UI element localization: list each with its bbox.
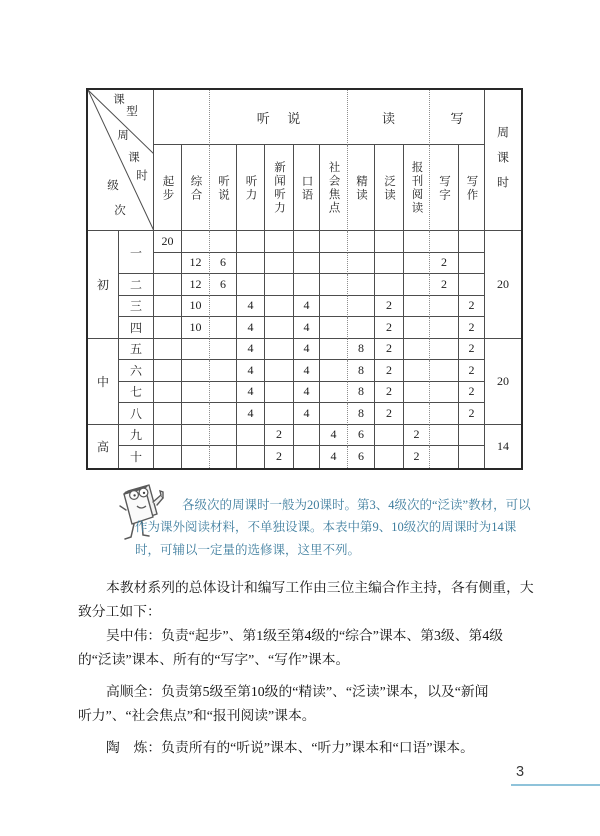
hours-cell (404, 253, 430, 275)
group-header-2 (348, 90, 430, 145)
hours-cell (237, 231, 265, 253)
hours-cell (237, 253, 265, 275)
hours-cell: 2 (404, 446, 430, 468)
hours-cell (375, 231, 404, 253)
hours-cell (154, 403, 182, 425)
note-line: 作为课外阅读材料，不单独设课。本表中第9、10级次的周课时为14课 (135, 520, 517, 535)
paragraph-line: 本教材系列的总体设计和编写工作由三位主编合作主持，各有侧重，大 (106, 580, 534, 595)
hours-cell: 6 (210, 274, 237, 296)
corner-header-cell (88, 90, 154, 231)
hours-cell (210, 403, 237, 425)
paragraph-line: 致分工如下： (78, 604, 161, 619)
paragraph (78, 736, 530, 760)
column-header-label: 听力 (244, 174, 257, 202)
hours-cell: 2 (459, 317, 485, 339)
hours-cell: 8 (348, 382, 375, 404)
hours-cell (182, 231, 210, 253)
hours-cell (294, 446, 320, 468)
hours-cell (375, 253, 404, 275)
hours-cell: 2 (375, 360, 404, 382)
hours-cell (210, 231, 237, 253)
page-number: 3 (515, 764, 525, 780)
level-cell: 中 (88, 339, 119, 425)
hours-cell (237, 425, 265, 447)
hours-cell: 4 (294, 403, 320, 425)
weekly-hours-header-label: 周课时 (495, 125, 510, 201)
hours-cell: 2 (430, 253, 459, 275)
column-header-label: 泛读 (383, 174, 396, 202)
footer-rule (511, 784, 600, 786)
hours-cell (154, 425, 182, 447)
hours-cell (404, 339, 430, 361)
hours-cell (182, 446, 210, 468)
hours-cell (430, 231, 459, 253)
weekly-hours-header (485, 90, 521, 231)
column-header-10 (430, 145, 459, 231)
hours-cell (210, 382, 237, 404)
paragraph-line: 吴中伟：负责“起步”、第1级至第4级的“综合”课本、第3级、第4级 (106, 628, 504, 643)
hours-cell (210, 360, 237, 382)
hours-cell: 6 (210, 253, 237, 275)
column-header-label: 写字 (438, 174, 451, 202)
hours-cell: 2 (375, 339, 404, 361)
paragraph (78, 624, 530, 672)
hours-cell (294, 231, 320, 253)
hours-cell (459, 274, 485, 296)
hours-cell (265, 253, 294, 275)
hours-cell: 2 (459, 403, 485, 425)
hours-cell (154, 360, 182, 382)
corner-label-course-type: 课 (113, 94, 125, 106)
hours-cell (375, 274, 404, 296)
hours-cell (430, 360, 459, 382)
column-header-label: 听说 (217, 174, 229, 202)
hours-cell: 2 (265, 446, 294, 468)
hours-cell: 6 (348, 425, 375, 447)
hours-cell (459, 253, 485, 275)
hours-cell (404, 382, 430, 404)
hours-cell (459, 425, 485, 447)
column-header-label: 口语 (300, 174, 313, 202)
hours-cell (320, 382, 348, 404)
hours-cell: 12 (182, 253, 210, 275)
hours-cell (154, 339, 182, 361)
group-header-3 (430, 90, 485, 145)
column-header-label: 新闻听力 (273, 161, 285, 215)
hours-cell (182, 425, 210, 447)
hours-cell (182, 339, 210, 361)
hours-cell (320, 231, 348, 253)
column-header-1 (182, 145, 210, 231)
hours-cell (265, 274, 294, 296)
hours-cell (430, 317, 459, 339)
note-block (135, 494, 531, 561)
grade-cell: 五 (119, 339, 154, 361)
hours-cell (210, 317, 237, 339)
column-header-7 (348, 145, 375, 231)
hours-cell: 4 (294, 360, 320, 382)
grade-cell: 一 (119, 231, 154, 274)
hours-cell: 4 (237, 317, 265, 339)
hours-cell (459, 231, 485, 253)
column-header-4 (265, 145, 294, 231)
hours-cell (320, 360, 348, 382)
hours-cell: 4 (237, 339, 265, 361)
hours-cell (154, 253, 182, 275)
course-schedule-table-wrap (86, 88, 523, 470)
column-header-9 (404, 145, 430, 231)
hours-cell (348, 317, 375, 339)
group-header-1 (210, 90, 348, 145)
hours-cell (265, 296, 294, 318)
hours-cell: 4 (294, 296, 320, 318)
hours-cell: 12 (182, 274, 210, 296)
hours-cell (459, 446, 485, 468)
column-header-6 (320, 145, 348, 231)
hours-cell (404, 403, 430, 425)
hours-cell (348, 274, 375, 296)
hours-cell (375, 425, 404, 447)
hours-cell (294, 274, 320, 296)
hours-cell (430, 403, 459, 425)
paragraph-line: 听力”、“社会焦点”和“报刊阅读”课本。 (78, 708, 316, 723)
hours-cell: 4 (320, 446, 348, 468)
hours-cell (348, 231, 375, 253)
hours-cell: 2 (459, 339, 485, 361)
hours-cell: 2 (265, 425, 294, 447)
paragraph (78, 680, 530, 728)
hours-cell: 2 (375, 403, 404, 425)
hours-cell (210, 296, 237, 318)
hours-cell (294, 253, 320, 275)
hours-cell: 2 (459, 296, 485, 318)
column-header-0 (154, 145, 182, 231)
hours-cell: 2 (375, 317, 404, 339)
hours-cell: 4 (294, 339, 320, 361)
column-header-label: 精读 (355, 174, 368, 202)
hours-cell: 8 (348, 403, 375, 425)
group-header-label: 读 (382, 110, 413, 126)
hours-cell (154, 274, 182, 296)
hours-cell (265, 339, 294, 361)
hours-cell: 4 (294, 382, 320, 404)
hours-cell: 2 (430, 274, 459, 296)
paragraph-line: 陶 炼：负责所有的“听说”课本、“听力”课本和“口语”课本。 (106, 740, 474, 755)
column-header-3 (237, 145, 265, 231)
hours-cell (182, 403, 210, 425)
hours-cell: 2 (375, 296, 404, 318)
corner-label-course-type: 型 (126, 106, 138, 118)
level-cell: 初 (88, 231, 119, 339)
level-cell: 高 (88, 425, 119, 468)
column-header-8 (375, 145, 404, 231)
hours-cell (265, 382, 294, 404)
hours-cell: 6 (348, 446, 375, 468)
paragraph-line: 高顺全：负责第5级至第10级的“精读”、“泛读”课本，以及“新闻 (106, 684, 489, 699)
hours-cell: 4 (294, 317, 320, 339)
course-schedule-table (86, 88, 523, 470)
hours-cell: 10 (182, 296, 210, 318)
hours-cell (237, 274, 265, 296)
hours-cell (265, 231, 294, 253)
group-header-label: 听说 (256, 110, 318, 126)
hours-cell (430, 339, 459, 361)
weekly-hours-cell: 14 (497, 438, 510, 453)
grade-cell: 二 (119, 274, 154, 296)
paragraph (78, 576, 534, 624)
hours-cell (404, 317, 430, 339)
corner-label-weekly-hours: 课 (128, 152, 140, 164)
hours-cell (430, 382, 459, 404)
body-text (78, 576, 534, 760)
hours-cell (154, 446, 182, 468)
column-header-label: 报刊阅读 (410, 161, 423, 215)
paragraph-line: 的“泛读”课本、所有的“写字”、“写作”课本。 (78, 652, 350, 667)
column-header-5 (294, 145, 320, 231)
grade-cell: 四 (119, 317, 154, 339)
column-header-2 (210, 145, 237, 231)
hours-cell (210, 425, 237, 447)
hours-cell (294, 425, 320, 447)
hours-cell (320, 403, 348, 425)
hours-cell (375, 446, 404, 468)
hours-cell (154, 317, 182, 339)
hours-cell: 4 (237, 360, 265, 382)
column-header-label: 社会焦点 (327, 161, 340, 215)
hours-cell (265, 317, 294, 339)
hours-cell: 8 (348, 339, 375, 361)
hours-cell: 4 (237, 403, 265, 425)
weekly-hours-cell: 20 (485, 339, 521, 425)
column-header-label: 写作 (465, 174, 478, 202)
hours-cell: 8 (348, 360, 375, 382)
hours-cell (430, 446, 459, 468)
hours-cell: 4 (237, 296, 265, 318)
corner-label-weekly-hours: 周 (117, 130, 129, 142)
group-header-blank (154, 90, 210, 145)
hours-cell (430, 296, 459, 318)
grade-cell: 七 (119, 382, 154, 404)
hours-cell (320, 296, 348, 318)
hours-cell: 4 (237, 382, 265, 404)
hours-cell (182, 382, 210, 404)
note-line: 时，可辅以一定量的选修课，这里不列。 (135, 542, 361, 557)
hours-cell (210, 339, 237, 361)
hours-cell (154, 382, 182, 404)
hours-cell (210, 446, 237, 468)
hours-cell (182, 360, 210, 382)
hours-cell (320, 253, 348, 275)
grade-cell: 十 (119, 446, 154, 468)
column-header-label: 起步 (161, 174, 174, 202)
hours-cell (404, 274, 430, 296)
hours-cell (404, 231, 430, 253)
hours-cell (320, 274, 348, 296)
grade-cell: 八 (119, 403, 154, 425)
grade-cell: 九 (119, 425, 154, 447)
hours-cell: 10 (182, 317, 210, 339)
grade-cell: 六 (119, 360, 154, 382)
hours-cell (154, 296, 182, 318)
corner-label-weekly-hours: 时 (136, 170, 148, 182)
group-header-label: 写 (450, 110, 482, 126)
hours-cell (265, 360, 294, 382)
hours-cell (348, 296, 375, 318)
hours-cell: 2 (375, 382, 404, 404)
hours-cell (237, 446, 265, 468)
hours-cell (404, 360, 430, 382)
hours-cell (348, 253, 375, 275)
hours-cell: 4 (320, 425, 348, 447)
grade-cell: 三 (119, 296, 154, 318)
column-header-label: 综合 (189, 174, 202, 202)
hours-cell: 2 (459, 382, 485, 404)
weekly-hours-cell: 20 (485, 231, 521, 339)
hours-cell (320, 339, 348, 361)
hours-cell: 2 (459, 360, 485, 382)
hours-cell: 2 (404, 425, 430, 447)
hours-cell: 20 (154, 231, 182, 253)
hours-cell (320, 317, 348, 339)
hours-cell (430, 425, 459, 447)
corner-label-level: 次 (114, 205, 126, 217)
hours-cell (265, 403, 294, 425)
hours-cell (404, 296, 430, 318)
corner-label-level: 级 (107, 180, 119, 192)
note-line: 各级次的周课时一般为20课时。第3、4级次的“泛读”教材，可以 (182, 498, 531, 512)
column-header-11 (459, 145, 485, 231)
